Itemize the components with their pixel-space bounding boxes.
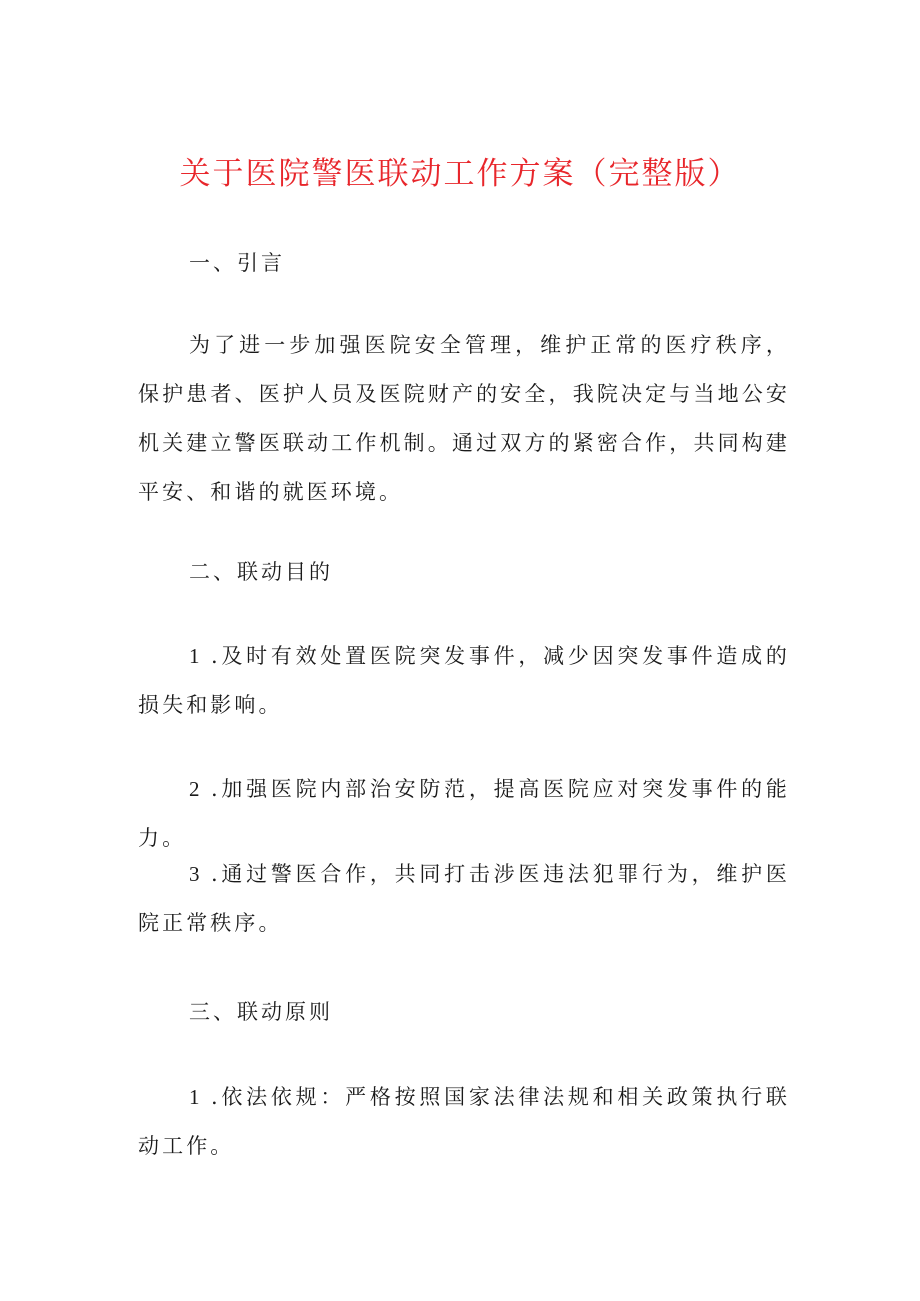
section-heading-purpose: 二、联动目的 <box>189 560 333 584</box>
principle-item-1-number: 1 <box>189 1085 201 1109</box>
purpose-item-3-text: .通过警医合作，共同打击涉医违法犯罪行为，维护医院正常秩序。 <box>138 862 790 935</box>
purpose-item-2 <box>138 765 790 863</box>
purpose-item-3-number: 3 <box>189 862 201 886</box>
purpose-item-1-text: .及时有效处置医院突发事件，减少因突发事件造成的损失和影响。 <box>138 644 790 717</box>
purpose-item-1 <box>138 632 790 730</box>
document-title: 关于医院警医联动工作方案（完整版） <box>179 156 741 192</box>
purpose-item-1-number: 1 <box>189 644 201 668</box>
section-heading-principles: 三、联动原则 <box>189 1000 333 1024</box>
purpose-item-2-number: 2 <box>189 777 201 801</box>
purpose-item-2-text: .加强医院内部治安防范，提高医院应对突发事件的能力。 <box>138 777 790 850</box>
principle-item-1 <box>138 1073 790 1171</box>
purpose-item-3 <box>138 850 790 948</box>
section-heading-introduction: 一、引言 <box>189 251 285 275</box>
introduction-paragraph: 为了进一步加强医院安全管理，维护正常的医疗秩序，保护患者、医护人员及医院财产的安全，我院决定与当地公安机关建立警医联动工作机制。通过双方的紧密合作，共同构建平安、和谐的就医环境。 <box>138 333 790 504</box>
principle-item-1-text: .依法依规：严格按照国家法律法规和相关政策执行联动工作。 <box>138 1085 790 1158</box>
